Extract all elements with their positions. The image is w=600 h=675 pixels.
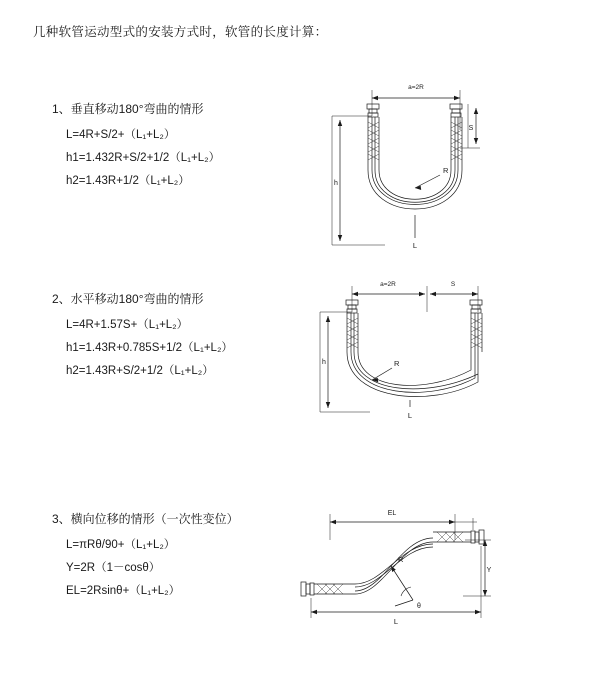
section-2-formula-2: h1=1.43R+0.785S+1/2（L₁+L₂） [66,342,233,354]
horizontal-180-bend-diagram [310,272,495,437]
section-1-formula-3: h2=1.43R+1/2（L₁+L₂） [66,175,190,187]
fig1-radius-label: R [443,166,449,175]
fig2-height-label: h [322,359,326,366]
section-3-text [52,510,312,598]
page-title: 几种软管运动型式的安装方式时，软管的长度计算： [33,25,328,39]
section-3-formula-3: EL=2Rsinθ+（L₁+L₂） [66,585,181,597]
section-2-formula-1: L=4R+1.57S+（L₁+L₂） [66,319,189,331]
section-1-text [52,100,312,188]
section-2-title: 2、水平移动180°弯曲的情形 [52,292,204,306]
fig3-offset-label: Y [486,567,492,574]
fig3-el-label: EL [387,510,397,517]
fig3-length-label: L [393,617,399,626]
section-2-formula-3: h2=1.43R+S/2+1/2（L₁+L₂） [66,365,214,377]
section-3-formula-1: L=πRθ/90+（L₁+L₂） [66,539,176,551]
fig1-height-label: h [334,180,338,187]
lateral-offset-diagram [295,500,495,630]
fig1-side-dim-label: S [468,125,474,132]
fig2-length-label: L [407,411,413,420]
section-1-formula-1: L=4R+S/2+（L₁+L₂） [66,129,176,141]
section-1-title: 1、垂直移动180°弯曲的情形 [52,102,204,116]
fig3-angle-label: θ [417,603,421,610]
fig1-top-dim-label: a=2R [408,84,424,91]
section-2-text [52,290,312,378]
fig3-radius-label: R [398,555,404,564]
fig1-length-label: L [412,241,418,250]
fig2-top-dim-label: a=2R [380,281,396,288]
fig2-radius-label: R [394,359,400,368]
section-3-title: 3、横向位移的情形（一次性变位） [52,512,239,526]
section-3-formula-2: Y=2R（1－cosθ） [66,562,161,574]
fig2-top-dim2-label: S [450,281,456,288]
vertical-180-bend-diagram [310,70,490,270]
section-1-formula-2: h1=1.432R+S/2+1/2（L₁+L₂） [66,152,221,164]
